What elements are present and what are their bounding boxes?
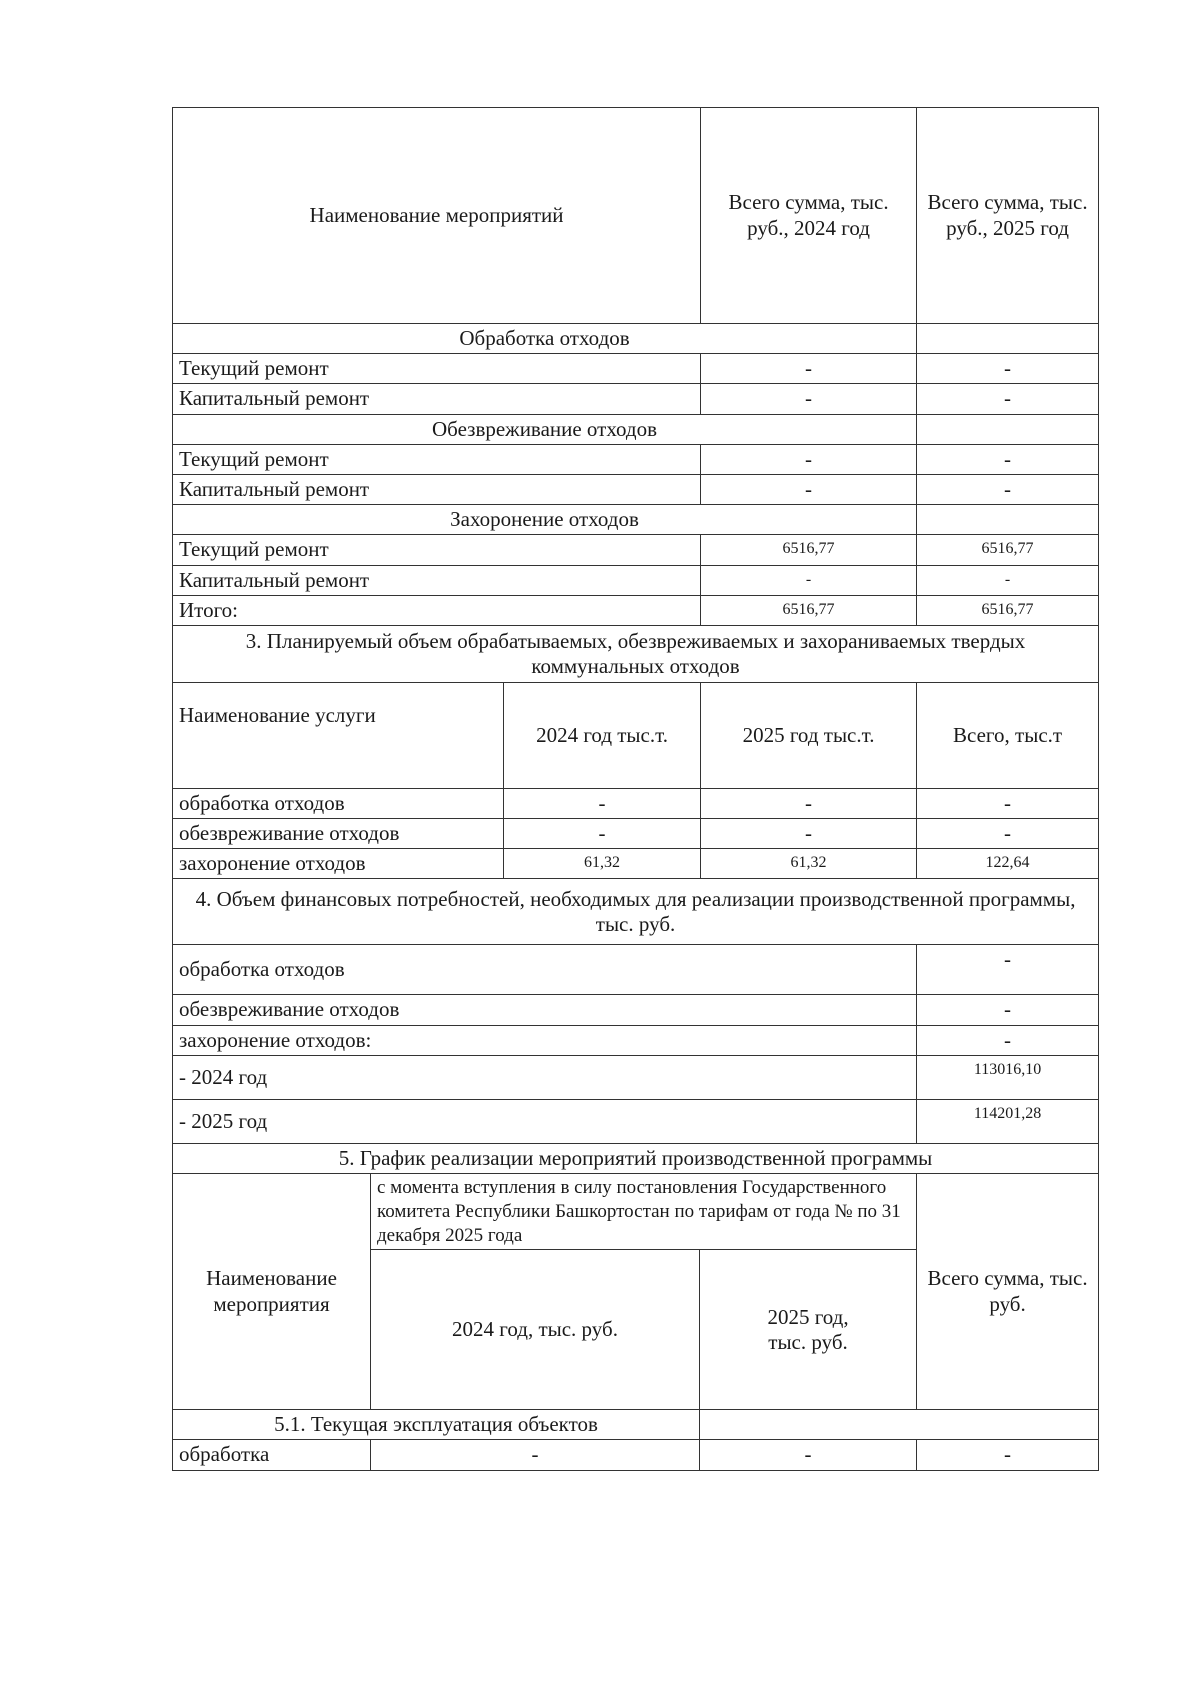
empty-cell	[917, 505, 1099, 535]
table-row	[173, 1025, 1099, 1055]
table-row	[173, 474, 1099, 504]
value-total: -	[917, 788, 1099, 818]
header-name-col: Наименование мероприятий	[173, 108, 701, 324]
value-total: 122,64	[917, 849, 1099, 879]
row-value: 114201,28	[917, 1099, 1099, 1143]
value-2025: -	[917, 474, 1099, 504]
total-2025: 6516,77	[917, 595, 1099, 625]
row-name: Текущий ремонт	[173, 354, 701, 384]
table-row	[173, 1099, 1099, 1143]
section5-header-row	[173, 1174, 1099, 1250]
table-row	[173, 819, 1099, 849]
section5-header-period: с момента вступления в силу постановления Государственного комитета Республики Башкортостан по тарифам от года № по 31 декабря 2025 года	[371, 1174, 917, 1250]
row-name: обработка отходов	[173, 788, 504, 818]
table1-header-row	[173, 108, 1099, 324]
row-name: захоронение отходов:	[173, 1025, 917, 1055]
value-2025: -	[917, 384, 1099, 414]
table-row	[173, 384, 1099, 414]
row-name: Капитальный ремонт	[173, 384, 701, 414]
value-2025: -	[917, 354, 1099, 384]
section3-header-2024: 2024 год тыс.т.	[504, 682, 701, 788]
value-2024: 6516,77	[701, 535, 917, 565]
header-col-2024: Всего сумма, тыс. руб., 2024 год	[701, 108, 917, 324]
value-total: -	[917, 1440, 1099, 1470]
row-value: -	[917, 1025, 1099, 1055]
header-col-2025: Всего сумма, тыс. руб., 2025 год	[917, 108, 1099, 324]
section-title: Обработка отходов	[173, 324, 917, 354]
section-row	[173, 324, 1099, 354]
empty-cell	[917, 414, 1099, 444]
row-name: Капитальный ремонт	[173, 565, 701, 595]
total-row	[173, 595, 1099, 625]
value-2024: -	[504, 819, 701, 849]
section-title: Захоронение отходов	[173, 505, 917, 535]
value-2025: -	[700, 1440, 917, 1470]
section4-title: 4. Объем финансовых потребностей, необходимых для реализации производственной программы, тыс. руб.	[173, 879, 1099, 945]
section5-title: 5. График реализации мероприятий производственной программы	[173, 1143, 1099, 1173]
section3-header-2025: 2025 год тыс.т.	[701, 682, 917, 788]
row-name: Капитальный ремонт	[173, 474, 701, 504]
total-2024: 6516,77	[701, 595, 917, 625]
value-2025: -	[701, 788, 917, 818]
table-row	[173, 849, 1099, 879]
section-title: Обезвреживание отходов	[173, 414, 917, 444]
row-name: обработка отходов	[173, 945, 917, 995]
row-name: - 2024 год	[173, 1055, 917, 1099]
row-name: обезвреживание отходов	[173, 819, 504, 849]
value-2024: -	[701, 354, 917, 384]
section3-header-service: Наименование услуги	[173, 682, 504, 788]
section5-header-2024: 2024 год, тыс. руб.	[371, 1250, 700, 1410]
value-2025: -	[917, 565, 1099, 595]
program-table-wrapper	[172, 107, 1098, 1471]
section-row	[173, 505, 1099, 535]
section3-header-total: Всего, тыс.т	[917, 682, 1099, 788]
row-name: - 2025 год	[173, 1099, 917, 1143]
row-value: 113016,10	[917, 1055, 1099, 1099]
row-value: -	[917, 995, 1099, 1025]
section-row	[173, 414, 1099, 444]
value-2024: 61,32	[504, 849, 701, 879]
section5-header-name: Наименование мероприятия	[173, 1174, 371, 1410]
value-2025: 6516,77	[917, 535, 1099, 565]
section5-header-2025: 2025 год, тыс. руб.	[700, 1250, 917, 1410]
value-2024: -	[701, 444, 917, 474]
table-row	[173, 995, 1099, 1025]
value-2024: -	[371, 1440, 700, 1470]
row-name: обезвреживание отходов	[173, 995, 917, 1025]
total-label: Итого:	[173, 595, 701, 625]
value-2024: -	[504, 788, 701, 818]
value-2025: 61,32	[701, 849, 917, 879]
value-2024: -	[701, 474, 917, 504]
section3-title: 3. Планируемый объем обрабатываемых, обезвреживаемых и захораниваемых твердых коммунальных отходов	[173, 625, 1099, 682]
value-2024: -	[701, 565, 917, 595]
section5-header-total: Всего сумма, тыс. руб.	[917, 1174, 1099, 1410]
row-name: захоронение отходов	[173, 849, 504, 879]
section4-title-row	[173, 879, 1099, 945]
program-table	[172, 107, 1099, 1471]
value-total: -	[917, 819, 1099, 849]
table-row	[173, 945, 1099, 995]
value-2025: -	[917, 444, 1099, 474]
table-row	[173, 565, 1099, 595]
value-2024: -	[701, 384, 917, 414]
row-name: обработка	[173, 1440, 371, 1470]
table-row	[173, 444, 1099, 474]
section5-subsection-row	[173, 1410, 1099, 1440]
section3-title-row	[173, 625, 1099, 682]
section5-subsection: 5.1. Текущая эксплуатация объектов	[173, 1410, 700, 1440]
empty-cell	[917, 324, 1099, 354]
table-row	[173, 1055, 1099, 1099]
table-row	[173, 788, 1099, 818]
value-2025: -	[701, 819, 917, 849]
empty-cell	[700, 1410, 1099, 1440]
row-name: Текущий ремонт	[173, 444, 701, 474]
section3-header-row	[173, 682, 1099, 788]
table-row	[173, 1440, 1099, 1470]
row-value: -	[917, 945, 1099, 995]
section5-title-row	[173, 1143, 1099, 1173]
table-row	[173, 535, 1099, 565]
table-row	[173, 354, 1099, 384]
row-name: Текущий ремонт	[173, 535, 701, 565]
